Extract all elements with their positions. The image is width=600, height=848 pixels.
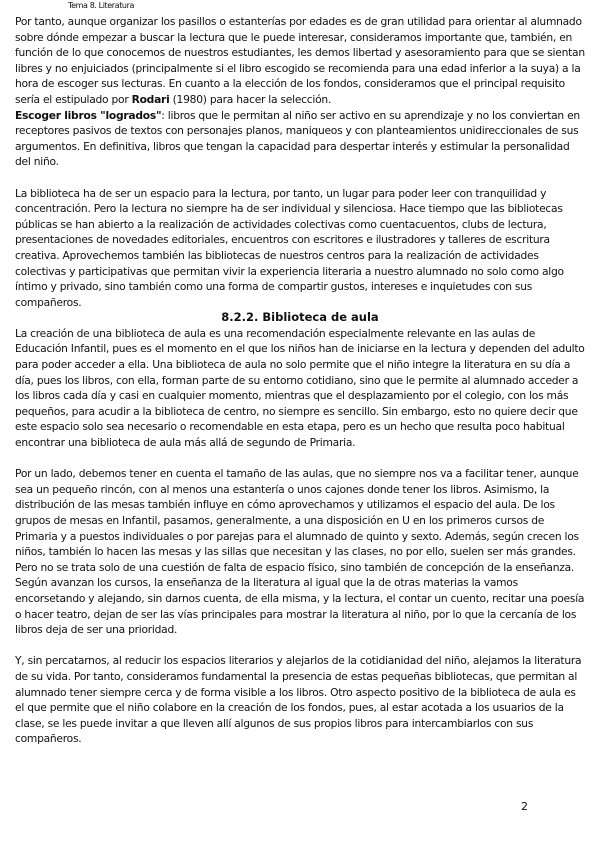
author-name: Rodari	[131, 92, 170, 106]
document-body	[15, 14, 585, 747]
paragraph-text: : libros que le permitan al niño ser activo en su aprendizaje y no los conviertan en receptores pasivos de textos con personajes planos, maniqueos y con planteamientos unidireccionales de sus argumentos. En definitiva, libros que tengan la capacidad para despertar interés y estimular la personalidad del niño.	[15, 108, 580, 169]
section-heading: 8.2.2. Biblioteca de aula	[221, 310, 379, 325]
paragraph-text: Por tanto, aunque organizar los pasillos o estanterías por edades es de gran utilidad para orientar al alumnado sobre dónde empezar a buscar la lectura que le puede interesar, consideramos importante que, también, en función de lo que conocemos de nuestros estudiantes, les demos libertad y asesoramiento para que se sientan libres y no enjuiciados (principalmente si el libro escogido se recomienda para una edad inferior a la suya) a la hora de escoger sus lecturas. En cuanto a la elección de los fondos, consideramos que el principal requisito sería el estipulado por	[15, 15, 585, 106]
paragraph-classroom-library: La creación de una biblioteca de aula es una recomendación especialmente relevante en las aulas de Educación Infantil, pues es el momento en el que los niños han de iniciarse en la lectura y dependen del adulto para poder acceder a ella. Una biblioteca de aula no solo permite que el niño integre la literatura en su día a día, pues los libros, con ella, forman parte de su entorno cotidiano, sino que le permite al alumnado acceder a los libros cada día y casi en cualquier momento, mientras que el desplazamiento por el colegio, con los más pequeños, para acudir a la biblioteca de centro, no siempre es sencillo. Sin embargo, esto no quiere decir que este espacio solo sea necesario o recomendable en esta etapa, pero es un hecho que resulta poco habitual encontrar una biblioteca de aula más allá de segundo de Primaria.	[15, 326, 585, 450]
paragraph-text: (1980) para hacer la selección.	[169, 92, 332, 106]
page-header: Tema 8. Literatura	[68, 1, 134, 10]
criterion-title: Escoger libros "logrados"	[15, 108, 162, 122]
paragraph-classroom-size: Por un lado, debemos tener en cuenta el tamaño de las aulas, que no siempre nos va a facilitar tener, aunque sea un pequeño rincón, con al menos una estantería o unos cajones donde tener los libros. Asimismo, la distribución de las mesas también influye en cómo aprovechamos y utilizamos el espacio del aula. De los grupos de mesas en Infantil, pasamos, generalmente, a una disposición en U en los primeros cursos de Primaria y a puestos individuales o por parejas para el alumnado de quinto y sexto. Además, según crecen los niños, también lo hacen las mesas y las sillas que necesitan y las clases, no por ello, suelen ser más grandes. Pero no se trata solo de una cuestión de falta de espacio físico, sino también de concepción de la enseñanza. Según avanzan los cursos, la enseñanza de la literatura al igual que la de otras materias la vamos encorsetando y alejando, sin darnos cuenta, de ella misma, y la lectura, el contar un cuento, recitar una poesía o hacer teatro, dejan de ser las vías principales para mostrar la literatura al niño, por lo que la cercanía de los libros deja de ser una prioridad.	[15, 467, 585, 637]
paragraph-library-space: La biblioteca ha de ser un espacio para la lectura, por tanto, un lugar para poder leer con tranquilidad y concentración. Pero la lectura no siempre ha de ser individual y silenciosa. Hace tiempo que las bibliotecas públicas se han abierto a la realización de actividades colectivas como cuentacuentos, clubs de lectura, presentaciones de novedades editoriales, encuentros con escritores e ilustradores y talleres de escritura creativa. Aprovechemos también las bibliotecas de nuestros centros para la realización de actividades colectivas y participativas que permitan vivir la experiencia literaria a nuestro alumnado no solo como algo íntimo y privado, sino también como una forma de compartir gustos, intereses e inquietudes con sus compañeros.	[15, 186, 564, 309]
paragraph-conclusion: Y, sin percatarnos, al reducir los espacios literarios y alejarlos de la cotidianidad del niño, alejamos la literatura de su vida. Por tanto, consideramos fundamental la presencia de estas pequeñas bibliotecas, que permitan al alumnado tener siempre cerca y de forma visible a los libros. Otro aspecto positivo de la biblioteca de aula es el que permite que el niño colabore en la creación de los fondos, pues, al estar acotada a los usuarios de la clase, se les puede invitar a que lleven allí algunos de sus propios libros para intercambiarlos con sus compañeros.	[15, 654, 582, 746]
paragraph-selection-criteria	[15, 14, 585, 170]
page-number: 2	[521, 800, 528, 813]
